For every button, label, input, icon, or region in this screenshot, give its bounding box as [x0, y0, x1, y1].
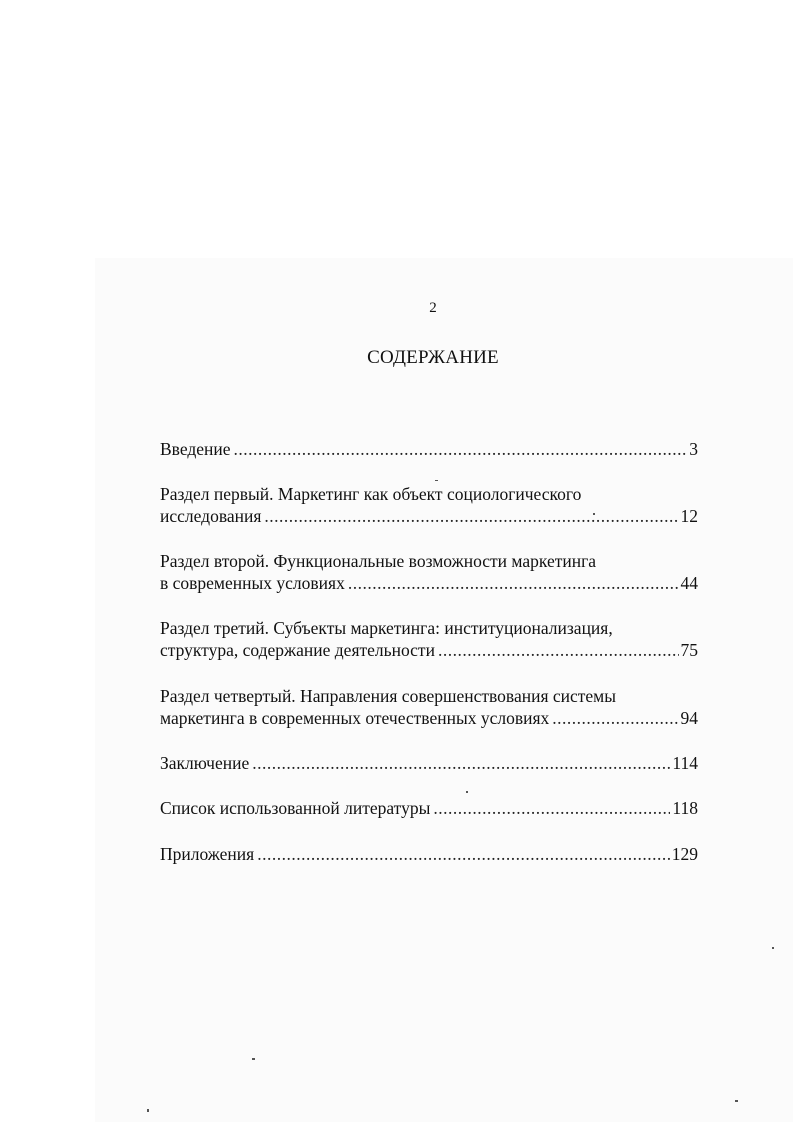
toc-entry-title: Приложения — [160, 844, 255, 864]
dot-leader — [348, 572, 679, 594]
toc-entry-page: 114 — [672, 753, 698, 773]
toc-entry-page: 12 — [680, 506, 698, 526]
scan-speck — [435, 480, 438, 481]
dot-leader — [257, 843, 670, 865]
toc-entry-title-continued: в современных условиях — [160, 573, 345, 593]
toc-entry-title: Список использованной литературы — [160, 798, 431, 818]
scan-speck — [735, 1100, 738, 1102]
toc-entry-title: Заключение — [160, 753, 250, 773]
toc-entry-conclusion[interactable] — [160, 752, 698, 774]
toc-entry-title: Раздел четвертый. Направления совершенствования системы — [160, 686, 617, 706]
dot-leader — [234, 438, 688, 460]
toc-entry-section-2[interactable] — [160, 550, 698, 594]
scan-speck — [252, 1058, 255, 1060]
toc-entry-page: 3 — [689, 439, 698, 459]
toc-entry-section-1[interactable] — [160, 483, 698, 527]
toc-entry-page: 129 — [671, 844, 698, 864]
toc-entry-title-continued: исследования — [160, 506, 262, 526]
toc-entry-section-4[interactable] — [160, 685, 698, 729]
scan-speck — [593, 513, 595, 515]
dot-leader — [264, 505, 678, 527]
page-number: 2 — [429, 300, 437, 316]
toc-entry-title: Раздел первый. Маркетинг как объект социологического — [160, 484, 582, 504]
toc-entry-page: 118 — [672, 798, 698, 818]
scan-speck — [466, 791, 468, 793]
scan-speck — [772, 947, 774, 949]
toc-entry-bibliography[interactable] — [160, 797, 698, 819]
toc-entry-page: 75 — [680, 640, 698, 660]
toc-entry-title-continued: маркетинга в современных отечественных условиях — [160, 708, 550, 728]
dot-leader — [433, 797, 670, 819]
toc-entry-page: 94 — [680, 708, 698, 728]
scan-speck — [147, 1109, 149, 1112]
toc-entry-page: 44 — [680, 573, 698, 593]
toc-entry-title: Раздел третий. Субъекты маркетинга: институционализация, — [160, 618, 613, 638]
toc-entry-appendices[interactable] — [160, 843, 698, 865]
toc-entry-title: Введение — [160, 439, 231, 459]
dot-leader — [552, 707, 678, 729]
toc-entry-title: Раздел второй. Функциональные возможности маркетинга — [160, 551, 597, 571]
toc-entry-title-continued: структура, содержание деятельности — [160, 640, 435, 660]
toc-title: СОДЕРЖАНИЕ — [367, 347, 499, 368]
toc-entry-introduction[interactable] — [160, 438, 698, 460]
dot-leader — [252, 752, 670, 774]
toc-entry-section-3[interactable] — [160, 617, 698, 661]
dot-leader — [438, 639, 679, 661]
